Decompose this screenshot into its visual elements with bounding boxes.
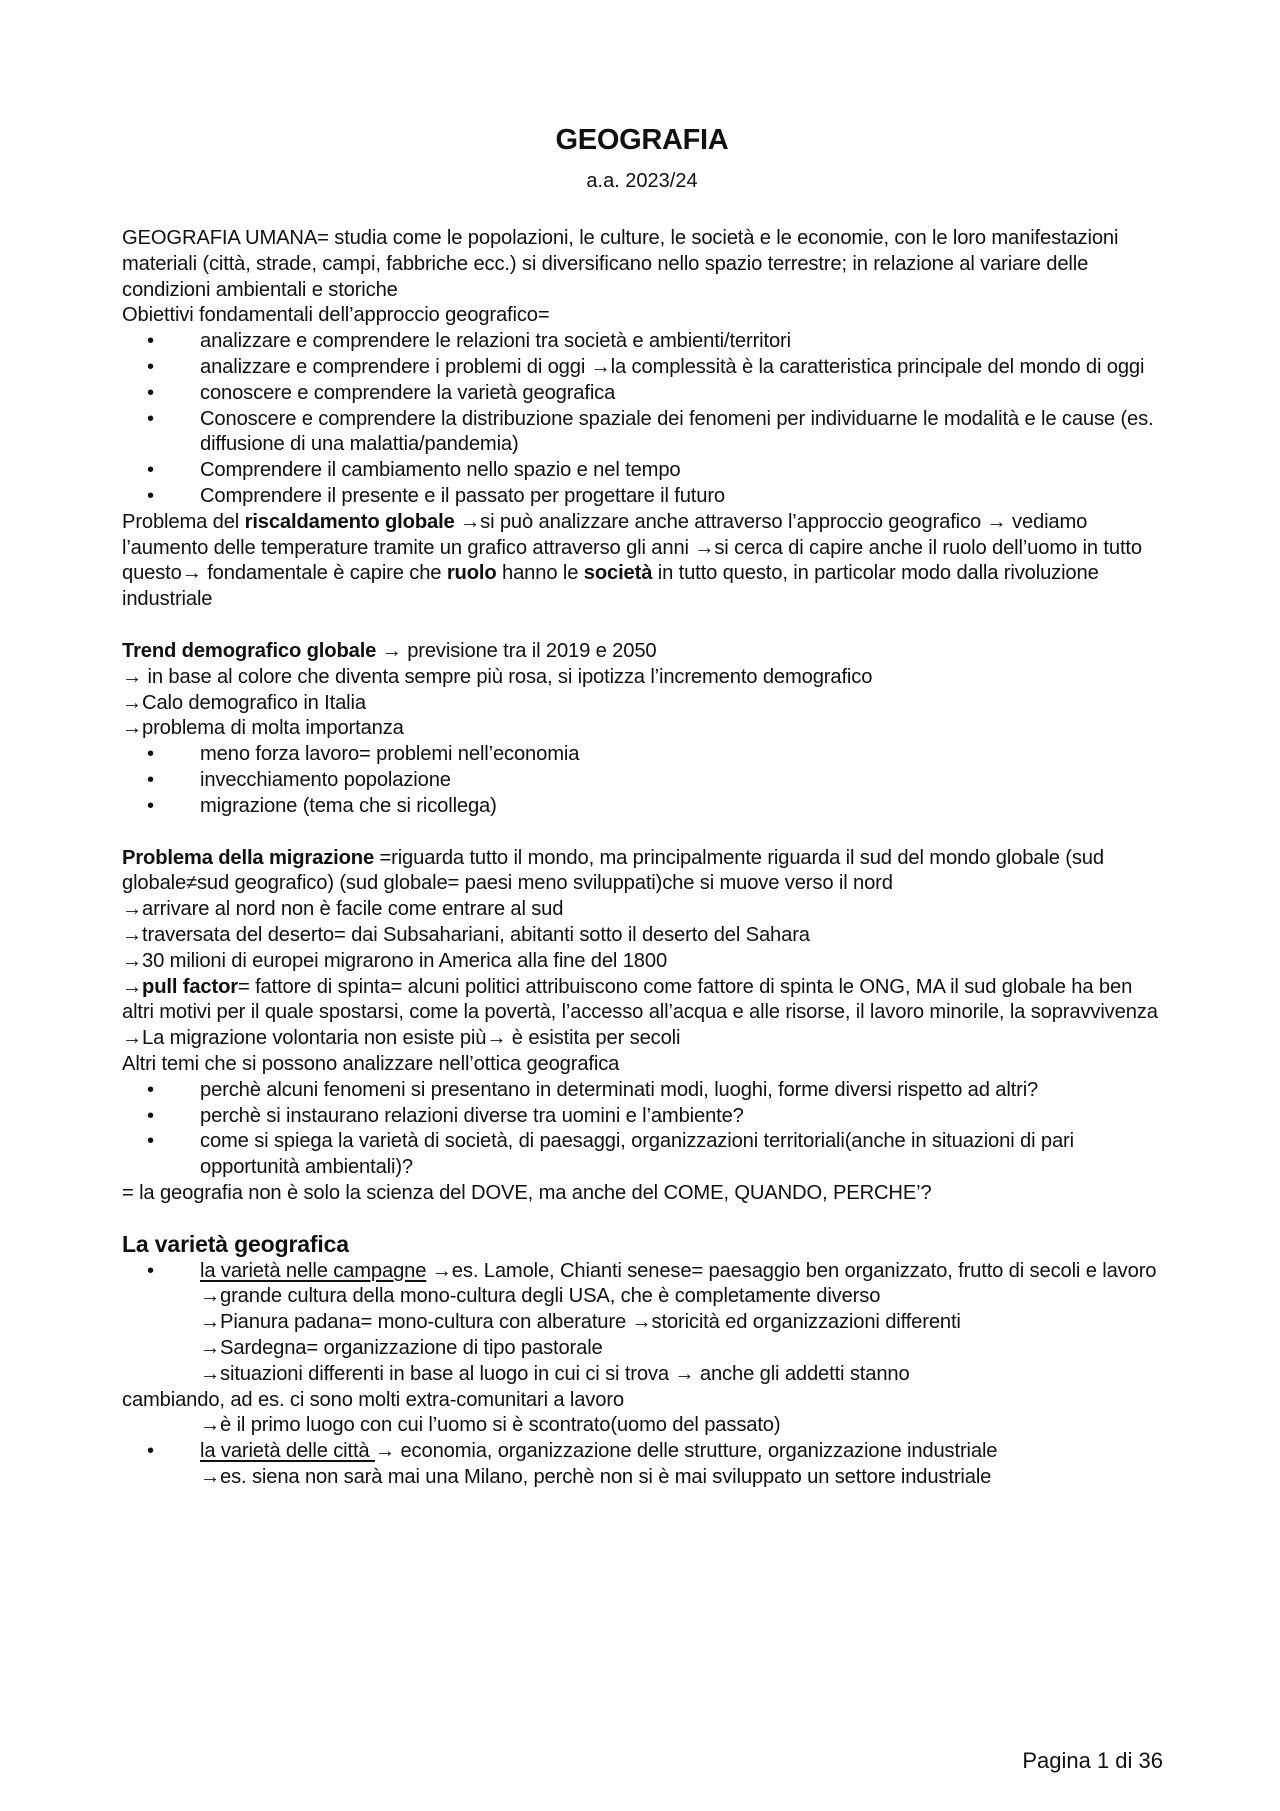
countryside-line: →grande cultura della mono-cultura degli USA, che è completamente diverso xyxy=(200,1285,881,1308)
text: =riguarda tutto il mondo, ma principalmente riguarda il sud del mondo globale (sud globale≠sud geografico) (sud globale= paesi meno sviluppati)che si muove verso il nord xyxy=(122,846,1104,895)
list-item: • come si spiega la varietà di società, di paesaggi, organizzazioni territoriali(anche in situazioni di pari opportunità ambientali)? xyxy=(122,1129,1162,1181)
list-item-countryside xyxy=(122,1259,1162,1388)
migration-line: →30 milioni di europei migrarono in America alla fine del 1800 xyxy=(122,949,668,972)
bold-term: riscaldamento globale xyxy=(244,510,455,533)
demography-line: →problema di molta importanza xyxy=(122,717,404,740)
list-item: • Comprendere il presente e il passato per progettare il futuro xyxy=(122,484,1162,510)
countryside-line: →Pianura padana= mono-cultura con alberature →storicità ed organizzazioni differenti xyxy=(200,1311,961,1334)
cities-line: →es. siena non sarà mai una Milano, perchè non si è mai sviluppato un settore industriale xyxy=(200,1466,992,1489)
document-title: GEOGRAFIA xyxy=(555,124,729,156)
objectives-list xyxy=(122,329,1162,510)
text: →es. Lamole, Chianti senese= paesaggio ben organizzato, frutto di secoli e lavoro xyxy=(426,1259,1157,1282)
variety-list-continued xyxy=(122,1439,1162,1491)
demographic-trend-heading xyxy=(122,639,1162,665)
document-body xyxy=(122,226,1162,1491)
migration-line: →arrivare al nord non è facile come entrare al sud xyxy=(122,898,564,921)
list-item: • invecchiamento popolazione xyxy=(122,768,1162,794)
list-item: • migrazione (tema che si ricollega) xyxy=(122,794,1162,820)
underlined-term: la varietà delle città xyxy=(200,1440,375,1463)
objectives-label: Obiettivi fondamentali dell’approccio geografico= xyxy=(122,304,550,327)
demography-consequences-list xyxy=(122,742,1162,819)
spacer xyxy=(122,1207,1162,1229)
bold-term: Trend demografico globale xyxy=(122,639,377,662)
section-heading-variety: La varietà geografica xyxy=(122,1230,349,1257)
human-geography-definition: GEOGRAFIA UMANA= studia come le popolazioni, le culture, le società e le economie, con le loro manifestazioni materiali (città, strade, campi, fabbriche ecc.) si diversificano nello spazio terrestre; in relazione al variare delle condizioni ambientali e storiche xyxy=(122,227,1119,301)
geography-conclusion: = la geografia non è solo la scienza del DOVE, ma anche del COME, QUANDO, PERCHE’? xyxy=(122,1181,932,1204)
list-item: • Conoscere e comprendere la distribuzione spaziale dei fenomeni per individuarne le modalità e le cause (es. diffusione di una malattia/pandemia) xyxy=(122,407,1162,459)
spacer xyxy=(122,820,1162,846)
list-item: • meno forza lavoro= problemi nell’economia xyxy=(122,742,1162,768)
demography-line: → in base al colore che diventa sempre più rosa, si ipotizza l’incremento demografico xyxy=(122,665,873,688)
text: hanno le xyxy=(496,562,584,585)
other-themes-label: Altri temi che si possono analizzare nell’ottica geografica xyxy=(122,1052,620,1075)
text: Problema del xyxy=(122,510,245,533)
countryside-line-wrapped: cambiando, ad es. ci sono molti extra-comunitari a lavoro xyxy=(122,1388,624,1411)
bold-term: pull factor xyxy=(142,975,238,998)
bold-term: Problema della migrazione xyxy=(122,846,375,869)
countryside-line: →è il primo luogo con cui l’uomo si è scontrato(uomo del passato) xyxy=(200,1414,781,1437)
arrow: → xyxy=(122,975,143,998)
list-item: • Comprendere il cambiamento nello spazio e nel tempo xyxy=(122,458,1162,484)
text: = fattore di spinta= alcuni politici attribuiscono come fattore di spinta le ONG, MA il sud globale ha ben altri motivi per il quale spostarsi, come la povertà, l’accesso all’acqua e alle risorse, il lavoro minorile, la sopravvivenza xyxy=(122,975,1158,1024)
text: in tutto questo, in particolar modo dalla rivoluzione industriale xyxy=(122,562,1099,611)
bold-term: ruolo xyxy=(446,562,497,585)
text: →si può analizzare anche attraverso l’approccio geografico → vediamo l’aumento delle temperature tramite un grafico attraverso gli anni →si cerca di capire anche il ruolo dell’uomo in tutto questo→ fondamentale è capire che xyxy=(122,510,1142,585)
list-item: • perchè alcuni fenomeni si presentano in determinati modi, luoghi, forme diversi rispetto ad altri? xyxy=(122,1078,1162,1104)
global-warming-paragraph xyxy=(122,510,1162,613)
list-item: • analizzare e comprendere le relazioni tra società e ambienti/territori xyxy=(122,329,1162,355)
migration-line: →traversata del deserto= dai Subsahariani, abitanti sotto il deserto del Sahara xyxy=(122,923,810,946)
demography-line: →Calo demografico in Italia xyxy=(122,691,366,714)
academic-year: a.a. 2023/24 xyxy=(586,170,698,192)
text: → previsione tra il 2019 e 2050 xyxy=(376,639,657,662)
countryside-line: →situazioni differenti in base al luogo in cui ci si trova → anche gli addetti stanno xyxy=(200,1362,910,1385)
list-item-cities xyxy=(122,1439,1162,1491)
page-number: Pagina 1 di 36 xyxy=(1022,1748,1163,1773)
countryside-line: →Sardegna= organizzazione di tipo pastorale xyxy=(200,1337,603,1360)
other-themes-list xyxy=(122,1078,1162,1181)
list-item: • perchè si instaurano relazioni diverse tra uomini e l’ambiente? xyxy=(122,1104,1162,1130)
bold-term: società xyxy=(583,562,653,585)
spacer xyxy=(122,613,1162,639)
voluntary-migration-line: →La migrazione volontaria non esiste più→ è esistita per secoli xyxy=(122,1027,681,1050)
underlined-term: la varietà nelle campagne xyxy=(200,1259,427,1282)
list-item: • conoscere e comprendere la varietà geografica xyxy=(122,381,1162,407)
pull-factor-paragraph xyxy=(122,975,1162,1027)
text: → economia, organizzazione delle strutture, organizzazione industriale xyxy=(374,1440,998,1463)
variety-list xyxy=(122,1259,1162,1388)
list-item: • analizzare e comprendere i problemi di oggi →la complessità è la caratteristica principale del mondo di oggi xyxy=(122,355,1162,381)
migration-paragraph xyxy=(122,846,1162,898)
